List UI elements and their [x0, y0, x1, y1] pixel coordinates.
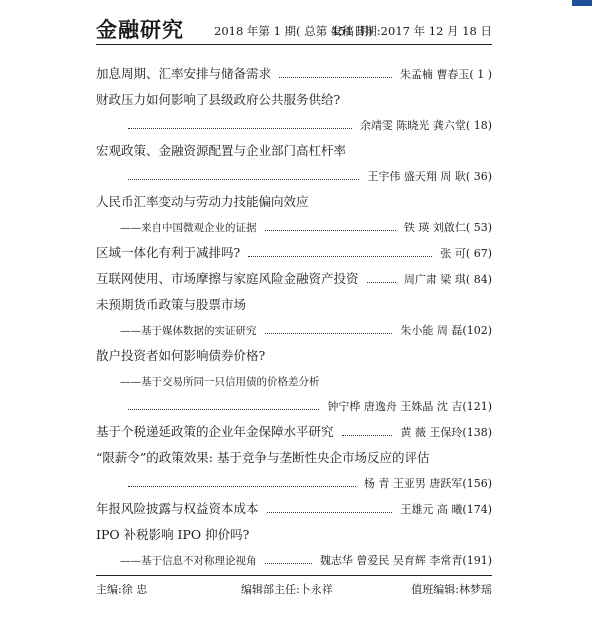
publish-date: 发稿日期:2017 年 12 月 18 日: [330, 24, 492, 38]
toc-entry-continuation: [96, 364, 492, 389]
toc-title: “限薪令”的政策效果: 基于竞争与垄断性央企市场反应的评估: [96, 450, 430, 465]
journal-title: 金融研究: [96, 17, 184, 42]
toc-authors: 魏志华 曾爱民 吴育辉 李常青(191): [319, 554, 492, 567]
toc-authors: 朱小能 周 磊(102): [400, 324, 492, 337]
toc-entry[interactable]: [96, 261, 492, 287]
editor-in-chief: 主编:徐 忠: [96, 583, 148, 596]
dot-leader: [265, 333, 393, 334]
editorial-footer: [96, 581, 492, 597]
toc-entry-continuation: [96, 313, 492, 338]
toc-title: 基于个税递延政策的企业年金保障水平研究: [96, 424, 334, 439]
table-of-contents: [96, 56, 492, 568]
toc-entry-continuation: [96, 108, 492, 133]
issue-number: 2018 年第 1 期( 总第 451 期): [214, 24, 373, 38]
toc-authors: 黄 薇 王保玲(138): [400, 426, 492, 439]
toc-entry[interactable]: [96, 184, 492, 210]
toc-entry-continuation: [96, 159, 492, 184]
toc-entry[interactable]: [96, 440, 492, 466]
toc-title: 财政压力如何影响了县级政府公共服务供给?: [96, 92, 341, 107]
toc-subtitle: ——基于媒体数据的实证研究: [120, 325, 257, 337]
header-rule: [96, 44, 492, 45]
dot-leader: [128, 179, 359, 180]
toc-title: 散户投资者如何影响债券价格?: [96, 348, 266, 363]
toc-entry[interactable]: [96, 491, 492, 517]
toc-authors: 周广肃 梁 琪( 84): [403, 273, 492, 286]
toc-entry[interactable]: [96, 133, 492, 159]
toc-entry[interactable]: [96, 414, 492, 440]
dot-leader: [248, 256, 432, 257]
dot-leader: [265, 230, 396, 231]
toc-subtitle: ——来自中国微观企业的证据: [120, 222, 257, 234]
toc-title: 宏观政策、金融资源配置与企业部门高杠杆率: [96, 143, 347, 158]
toc-entry[interactable]: [96, 56, 492, 82]
toc-authors: 杨 青 王亚男 唐跃军(156): [363, 477, 492, 490]
toc-authors: 王宇伟 盛天翔 周 耿( 36): [367, 170, 492, 183]
toc-subtitle: ——基于信息不对称理论视角: [120, 555, 257, 567]
dot-leader: [128, 409, 319, 410]
toc-authors: 余靖雯 陈晓光 龚六堂( 18): [359, 119, 492, 132]
toc-entry-continuation: [96, 543, 492, 568]
toc-entry[interactable]: [96, 338, 492, 364]
toc-authors: 钟宁桦 唐逸舟 王姝晶 沈 吉(121): [327, 400, 492, 413]
journal-header: [96, 14, 492, 44]
toc-title: 未预期货币政策与股票市场: [96, 297, 247, 312]
dot-leader: [367, 282, 396, 283]
toc-subtitle: ——基于交易所同一只信用债的价格差分析: [120, 376, 320, 388]
dot-leader: [128, 486, 356, 487]
editorial-dept-head: 编辑部主任:卜永祥: [241, 583, 333, 596]
toc-authors: 朱孟楠 曹春玉( 1 ): [399, 68, 492, 81]
dot-leader: [267, 512, 393, 513]
toc-title: 互联网使用、市场摩擦与家庭风险金融资产投资: [96, 271, 359, 286]
toc-entry[interactable]: [96, 82, 492, 108]
toc-authors: 张 可( 67): [440, 247, 492, 260]
toc-entry-continuation: [96, 466, 492, 491]
toc-title: 年报风险披露与权益资本成本: [96, 501, 259, 516]
toc-entry[interactable]: [96, 517, 492, 543]
dot-leader: [279, 77, 392, 78]
footer-rule: [96, 575, 492, 576]
toc-entry[interactable]: [96, 287, 492, 313]
dot-leader: [128, 128, 352, 129]
corner-tab: [572, 0, 592, 6]
toc-entry[interactable]: [96, 235, 492, 261]
toc-entry-continuation: [96, 389, 492, 414]
toc-title: 加息周期、汇率安排与储备需求: [96, 66, 272, 81]
toc-title: 人民币汇率变动与劳动力技能偏向效应: [96, 194, 309, 209]
dot-leader: [265, 563, 312, 564]
dot-leader: [342, 435, 393, 436]
toc-title: 区域一体化有利于减排吗?: [96, 245, 241, 260]
duty-editor: 值班编辑:林梦瑶: [411, 583, 492, 596]
toc-authors: 铁 瑛 刘啟仁( 53): [403, 221, 492, 234]
toc-entry-continuation: [96, 210, 492, 235]
toc-authors: 王雄元 高 曦(174): [400, 503, 492, 516]
toc-title: IPO 补税影响 IPO 抑价吗?: [96, 527, 250, 542]
